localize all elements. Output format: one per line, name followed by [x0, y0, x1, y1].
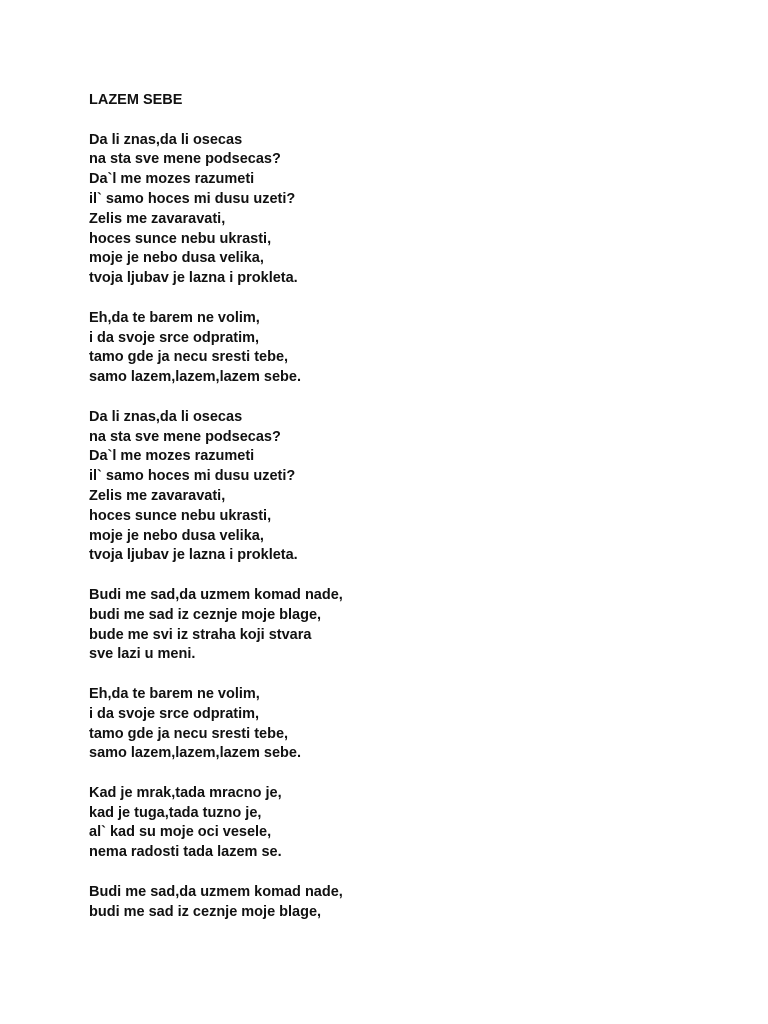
- stanza: [89, 131, 729, 289]
- document-page: [89, 91, 729, 942]
- poem-line: hoces sunce nebu ukrasti,: [89, 507, 272, 524]
- poem-line: bude me svi iz straha koji stvara: [89, 626, 312, 643]
- poem-line: sve lazi u meni.: [89, 646, 196, 663]
- poem-line: samo lazem,lazem,lazem sebe.: [89, 369, 301, 386]
- poem-line: Zelis me zavaravati,: [89, 210, 226, 227]
- poem-line: il` samo hoces mi dusu uzeti?: [89, 190, 296, 207]
- poem-line: kad je tuga,tada tuzno je,: [89, 804, 262, 821]
- poem-line: na sta sve mene podsecas?: [89, 428, 281, 445]
- stanza: [89, 586, 729, 665]
- poem-line: al` kad su moje oci vesele,: [89, 824, 272, 841]
- poem-body: [89, 131, 729, 923]
- poem-line: Da`l me mozes razumeti: [89, 448, 255, 465]
- poem-line: Kad je mrak,tada mracno je,: [89, 784, 282, 801]
- poem-line: Eh,da te barem ne volim,: [89, 309, 260, 326]
- poem-line: budi me sad iz ceznje moje blage,: [89, 606, 322, 623]
- poem-line: tamo gde ja necu sresti tebe,: [89, 349, 289, 366]
- poem-line: i da svoje srce odpratim,: [89, 705, 260, 722]
- poem-line: il` samo hoces mi dusu uzeti?: [89, 468, 296, 485]
- stanza: [89, 784, 729, 863]
- poem-line: moje je nebo dusa velika,: [89, 250, 264, 267]
- stanza: [89, 883, 729, 923]
- stanza: [89, 408, 729, 566]
- poem-line: hoces sunce nebu ukrasti,: [89, 230, 272, 247]
- poem-line: i da svoje srce odpratim,: [89, 329, 260, 346]
- stanza: [89, 309, 729, 388]
- poem-line: nema radosti tada lazem se.: [89, 844, 282, 861]
- poem-line: Da li znas,da li osecas: [89, 131, 243, 148]
- poem-line: Da`l me mozes razumeti: [89, 171, 255, 188]
- poem-line: Da li znas,da li osecas: [89, 408, 243, 425]
- poem-title: LAZEM SEBE: [89, 92, 183, 108]
- poem-line: moje je nebo dusa velika,: [89, 527, 264, 544]
- poem-line: Budi me sad,da uzmem komad nade,: [89, 883, 343, 900]
- poem-line: Eh,da te barem ne volim,: [89, 685, 260, 702]
- poem-line: budi me sad iz ceznje moje blage,: [89, 903, 322, 920]
- poem-line: Zelis me zavaravati,: [89, 487, 226, 504]
- stanza: [89, 685, 729, 764]
- poem-line: tamo gde ja necu sresti tebe,: [89, 725, 289, 742]
- poem-line: tvoja ljubav je lazna i prokleta.: [89, 270, 298, 287]
- poem-line: tvoja ljubav je lazna i prokleta.: [89, 547, 298, 564]
- poem-line: na sta sve mene podsecas?: [89, 151, 281, 168]
- poem-line: samo lazem,lazem,lazem sebe.: [89, 745, 301, 762]
- poem-line: Budi me sad,da uzmem komad nade,: [89, 586, 343, 603]
